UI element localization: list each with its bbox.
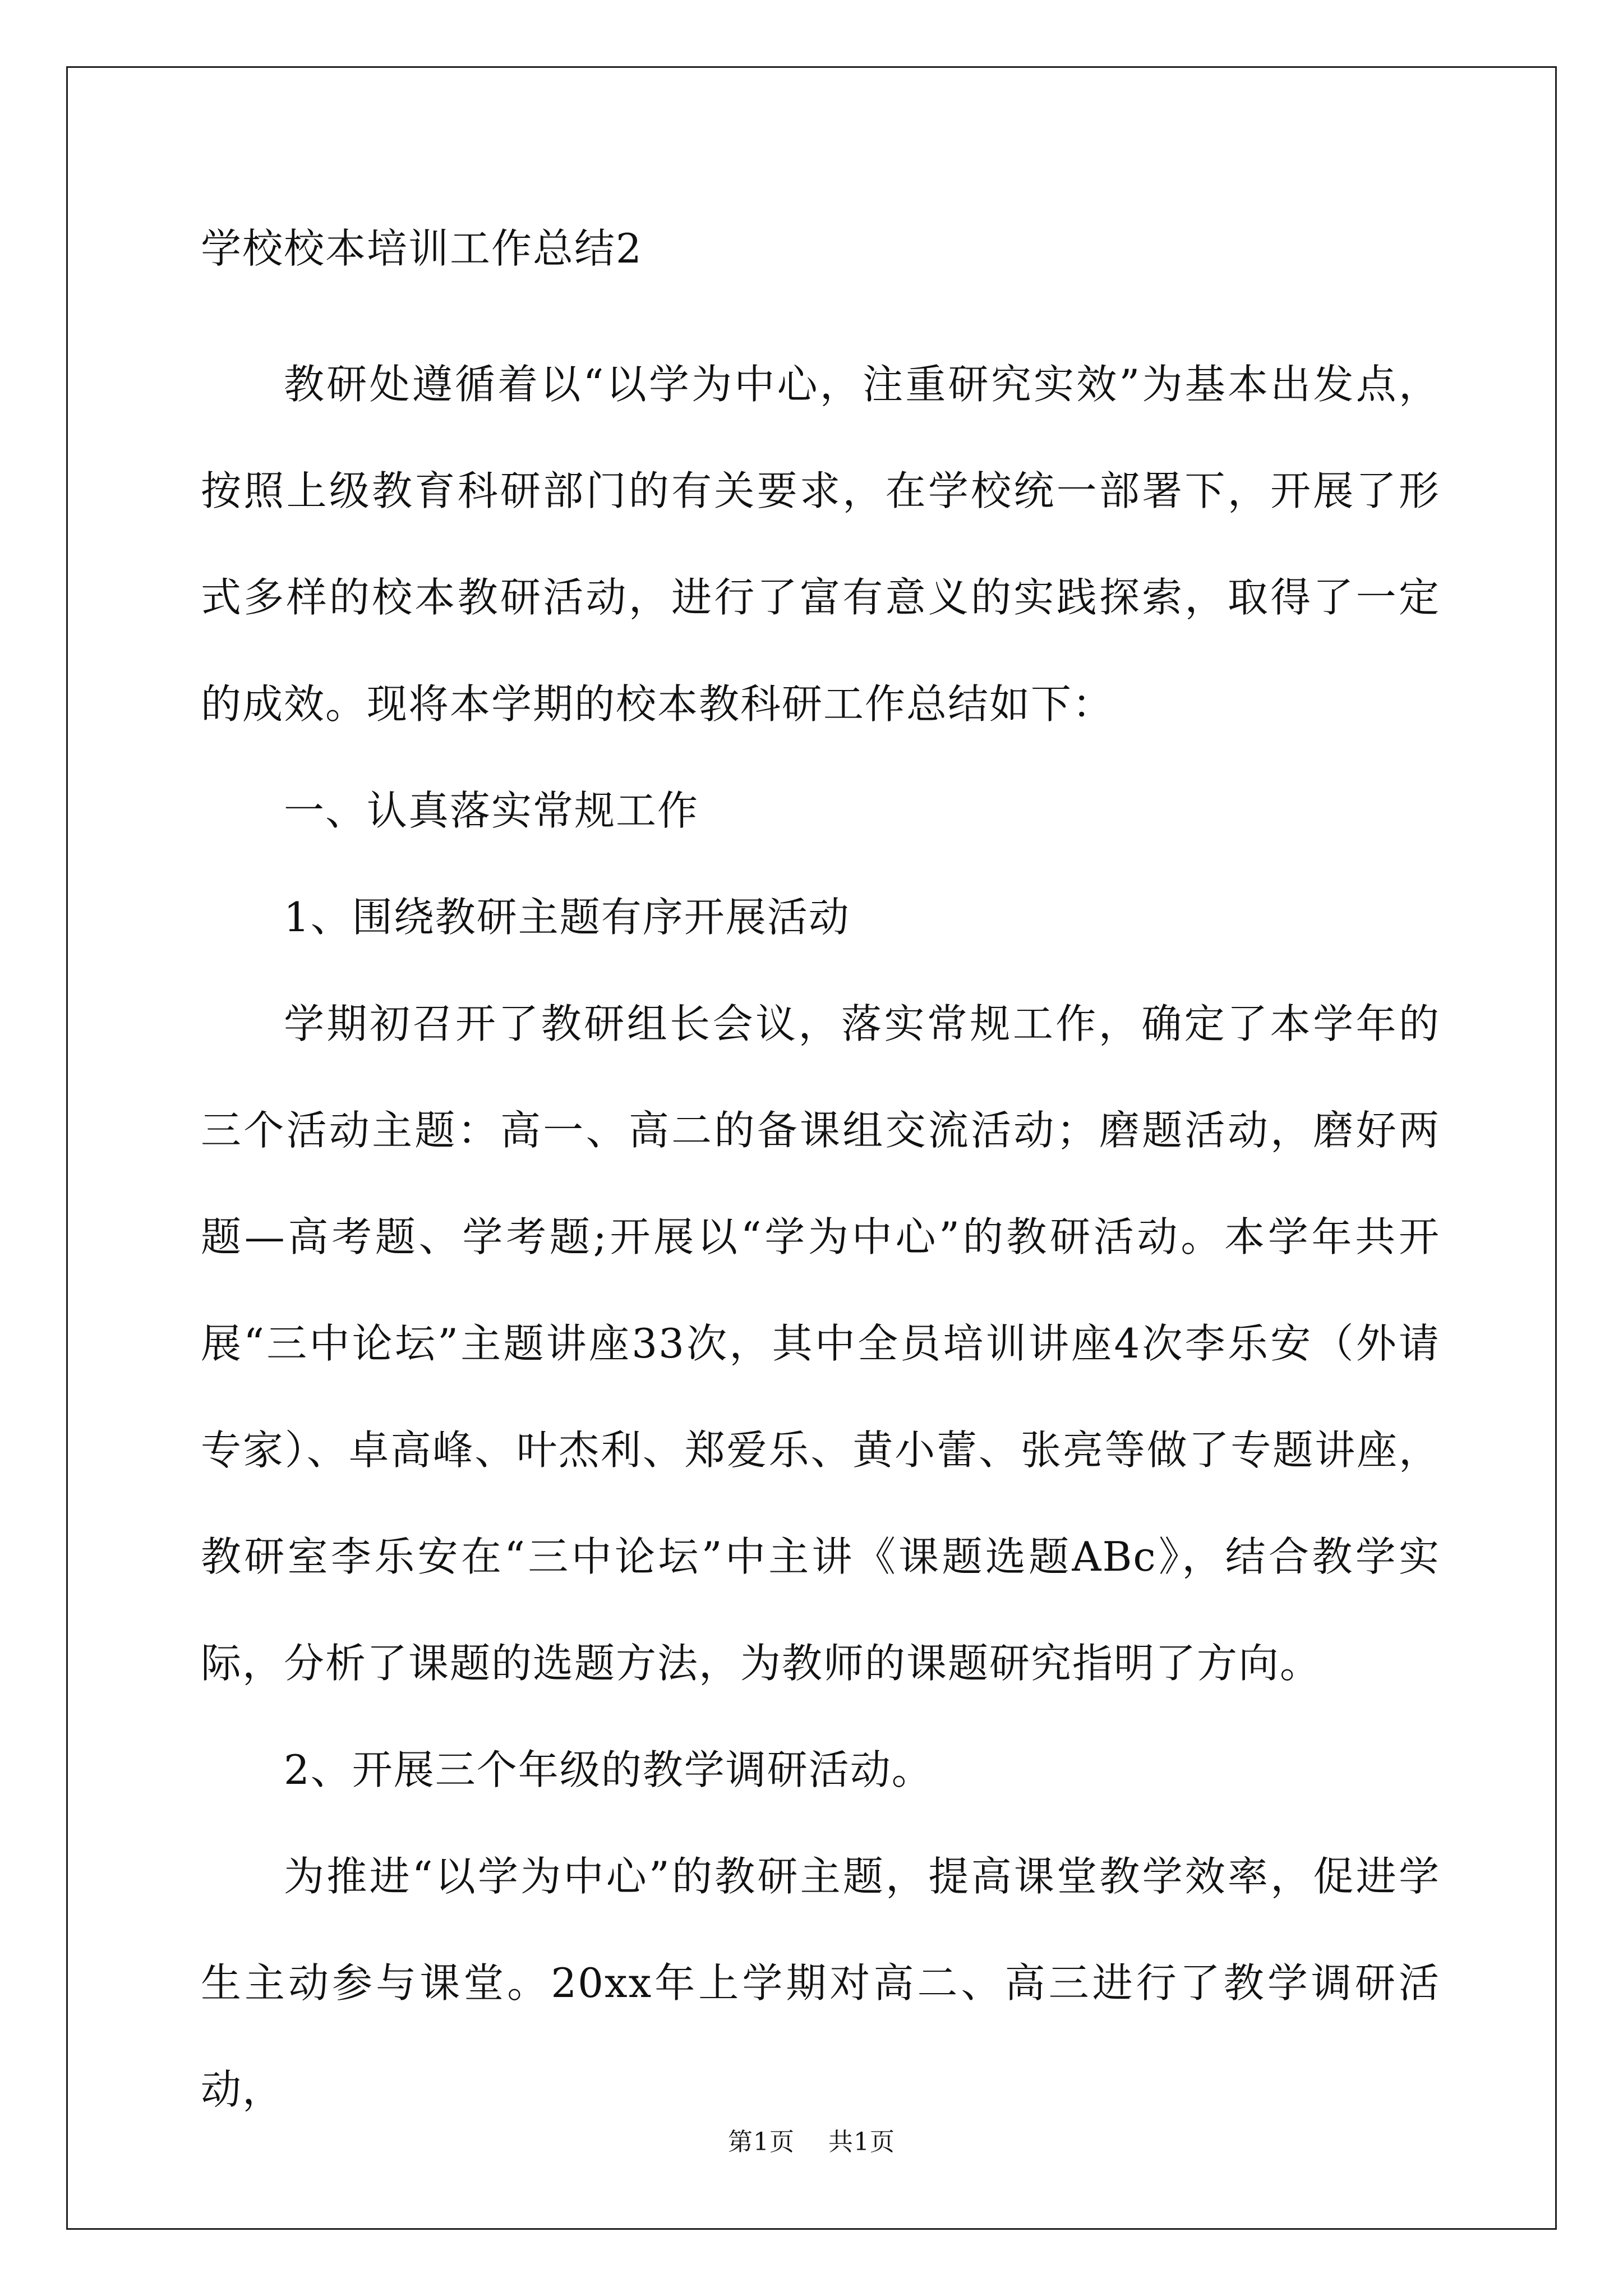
page-number-current: 第1页 — [728, 2128, 795, 2156]
subsection-heading-2: 2、开展三个年级的教学调研活动。 — [284, 1746, 933, 1794]
paragraph-intro: 教研处遵循着以“以学为中心，注重研究实效”为基本出发点，按照上级教育科研部门的有关要求，在学校统一部署下，开展了形式多样的校本教研活动，进行了富有意义的实践探索，取得了一定的成效。现将本学期的校本教科研工作总结如下： — [201, 361, 1440, 728]
section-heading-1: 一、认真落实常规工作 — [284, 787, 699, 835]
paragraph-activities: 学期初召开了教研组长会议，落实常规工作，确定了本学年的三个活动主题：高一、高二的备课组交流活动；磨题活动，磨好两题—高考题、学考题;开展以“学为中心”的教研活动。本学年共开展“三中论坛”主题讲座33次，其中全员培训讲座4次李乐安（外请专家）、卓高峰、叶杰利、郑爱乐、黄小蕾、张亮等做了专题讲座，教研室李乐安在“三中论坛”中主讲《课题选题ABc》，结合教学实际，分析了课题的选题方法，为教师的课题研究指明了方向。 — [201, 1000, 1440, 1687]
subsection-heading-1: 1、围绕教研主题有序开展活动 — [284, 894, 850, 941]
document-body — [201, 224, 1440, 2143]
page-footer — [0, 2122, 1623, 2157]
paragraph-research: 为推进“以学为中心”的教研主题，提高课堂教学效率，促进学生主动参与课堂。20xx年上学期对高二、高三进行了教学调研活动， — [201, 1853, 1440, 2114]
page-number-total: 共1页 — [828, 2128, 895, 2156]
document-title: 学校校本培训工作总结2 — [201, 225, 643, 272]
